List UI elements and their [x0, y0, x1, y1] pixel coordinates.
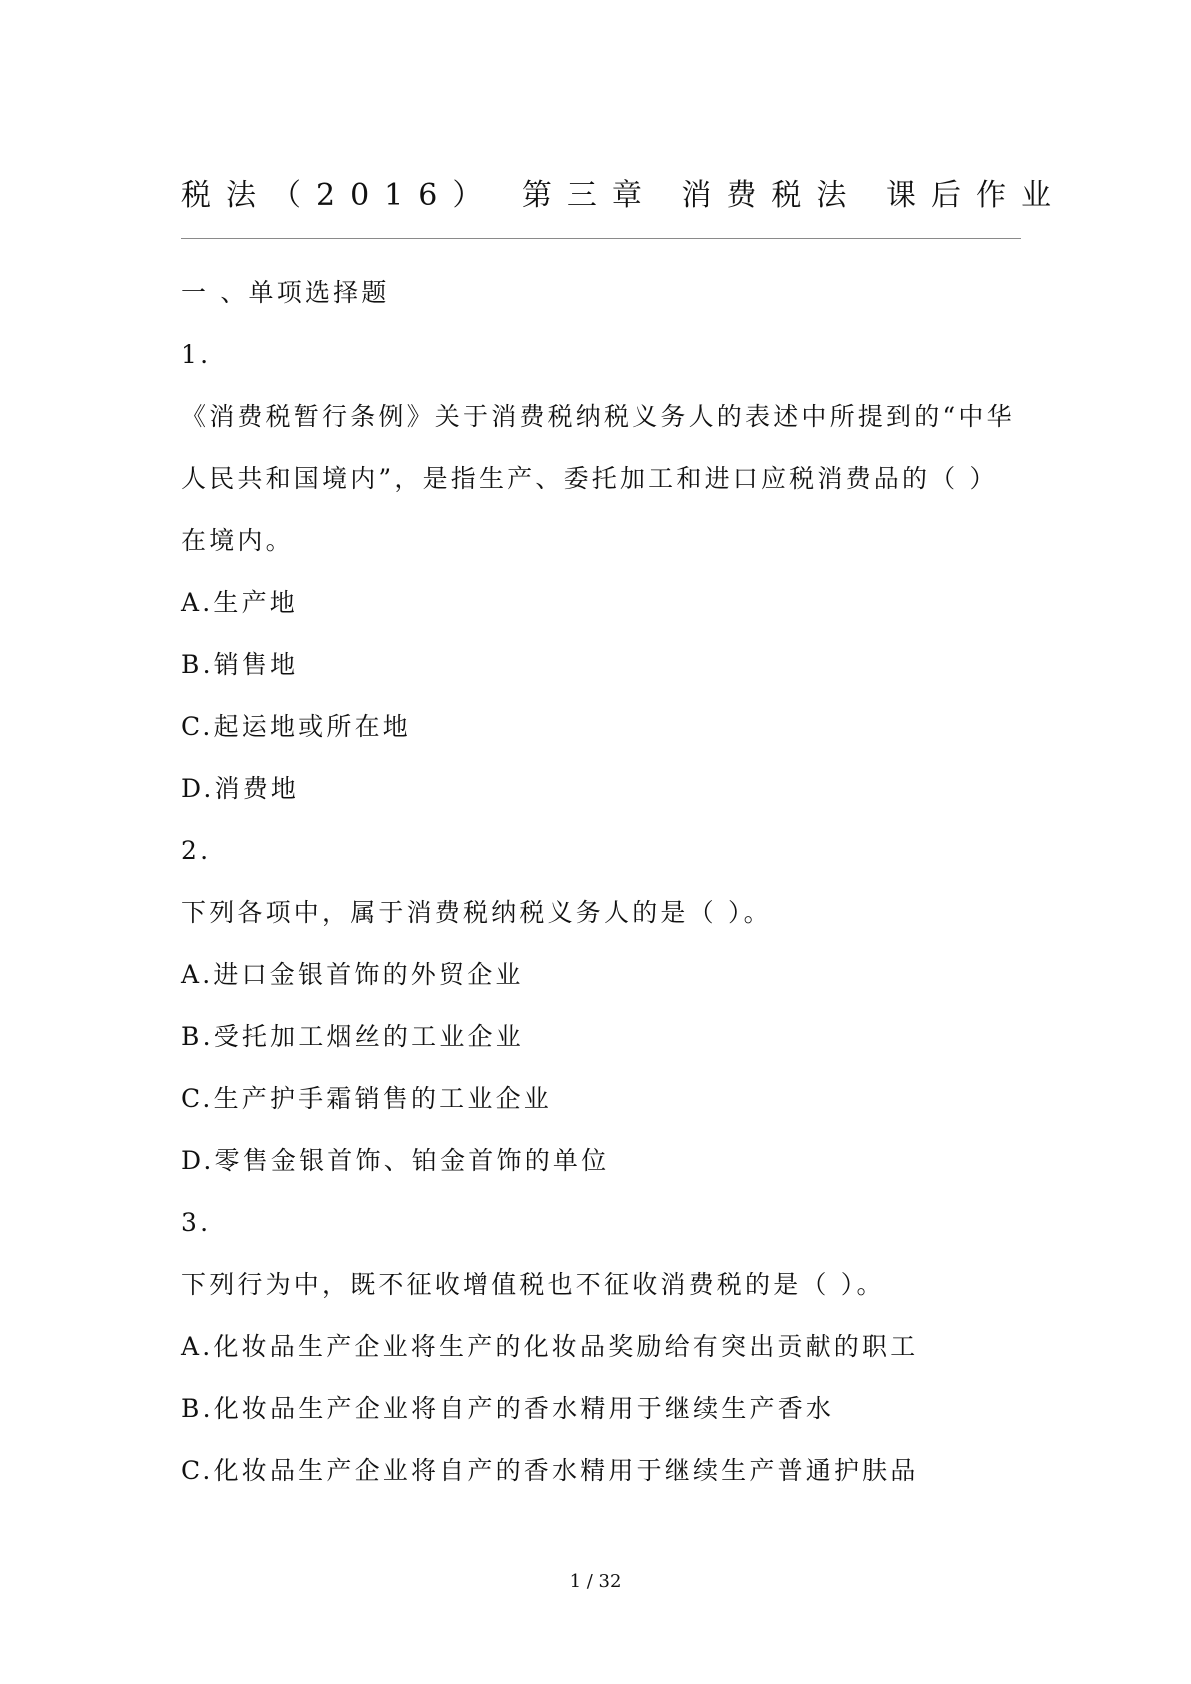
- document-title: 税法（2016） 第三章 消费税法 课后作业: [181, 178, 1066, 213]
- page-number: 1 / 32: [569, 1571, 622, 1592]
- question-text: 《消费税暂行条例》关于消费税纳税义务人的表述中所提到的“中华: [181, 402, 1015, 431]
- answer-option: A.生产地: [181, 588, 299, 617]
- answer-option: A.进口金银首饰的外贸企业: [181, 960, 524, 989]
- answer-option: C.起运地或所在地: [181, 712, 411, 741]
- answer-option: C.化妆品生产企业将自产的香水精用于继续生产普通护肤品: [181, 1456, 919, 1485]
- question-text: 在境内。: [181, 526, 294, 555]
- document-body: [181, 262, 1021, 1502]
- answer-option: C.生产护手霜销售的工业企业: [181, 1084, 552, 1113]
- answer-option: B.受托加工烟丝的工业企业: [181, 1022, 524, 1051]
- question-number: 1.: [181, 340, 212, 369]
- question-text: 下列各项中，属于消费税纳税义务人的是（ ）。: [181, 898, 772, 927]
- title-divider: [181, 238, 1021, 239]
- answer-option: B.化妆品生产企业将自产的香水精用于继续生产香水: [181, 1394, 835, 1423]
- answer-option: D.消费地: [181, 774, 300, 803]
- question-number: 3.: [181, 1208, 212, 1237]
- question-text: 下列行为中，既不征收增值税也不征收消费税的是（ ）。: [181, 1270, 885, 1299]
- answer-option: B.销售地: [181, 650, 299, 679]
- section-heading: 一 、单项选择题: [181, 278, 390, 307]
- answer-option: A.化妆品生产企业将生产的化妆品奖励给有突出贡献的职工: [181, 1332, 919, 1361]
- question-text: 人民共和国境内”，是指生产、委托加工和进口应税消费品的（ ）: [181, 464, 998, 493]
- answer-option: D.零售金银首饰、铂金首饰的单位: [181, 1146, 610, 1175]
- question-number: 2.: [181, 836, 212, 865]
